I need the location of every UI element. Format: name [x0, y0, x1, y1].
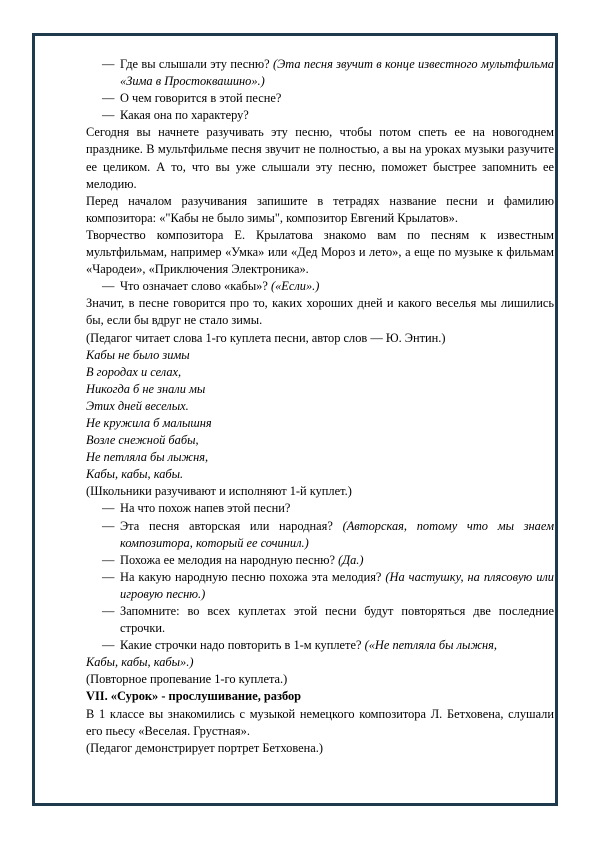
question-item [86, 518, 554, 552]
question-item [86, 90, 554, 107]
verse-line: В городах и селах, [86, 364, 182, 379]
question-item [86, 637, 554, 654]
verse-line: Не кружила б малышня [86, 415, 212, 430]
dash-marker: — [102, 501, 115, 516]
paragraph: (Педагог читает слова 1-го куплета песни, автор слов — Ю. Энтин.) [86, 330, 446, 345]
dash-marker: — [102, 638, 115, 653]
dash-marker: — [102, 518, 115, 533]
question-text: Какая она по характеру? [120, 108, 249, 123]
dash-marker: — [102, 108, 115, 123]
dash-marker: — [102, 91, 115, 106]
question-text: О чем говорится в этой песне? [120, 91, 282, 106]
question-text: Эта песня авторская или народная? [120, 518, 343, 533]
question-item [86, 107, 554, 124]
verse-line: Этих дней веселых. [86, 398, 189, 413]
question-item [86, 569, 554, 603]
verse-line: Возле снежной бабы, [86, 433, 199, 448]
document-body [86, 56, 554, 757]
answer-text: (Да.) [338, 552, 364, 567]
answer-text: (На частушку, на плясовую или игровую песню.) [120, 569, 554, 601]
question-text: Где вы слышали эту песню? [120, 57, 274, 71]
paragraph: (Педагог демонстрирует портрет Бетховена.) [86, 740, 324, 755]
section-heading: VII. «Сурок» - прослушивание, разбор [86, 689, 302, 704]
question-item [86, 278, 554, 295]
question-text: Запомните: во всех куплетах этой песни будут повторяться две последние строчки. [120, 604, 554, 636]
paragraph: В 1 классе вы знакомились с музыкой немецкого композитора Л. Бетховена, слушали его пьесу «Веселая. Грустная». [86, 706, 554, 738]
question-text: Какие строчки надо повторить в 1-м куплете? [120, 638, 365, 653]
question-text: Что означает слово «кабы»? [120, 279, 271, 294]
verse-line: Кабы не было зимы [86, 347, 190, 362]
answer-text: («Если».) [270, 279, 320, 294]
paragraph: Сегодня вы начнете разучивать эту песню, чтобы потом спеть ее на новогоднем празднике. В мультфильме песня звучит не полностью, а вы на уроках музыки разучите ее целиком. А то, что вы уже слышали эту песню, поможет быстрее запомнить ее мелодию. [86, 125, 554, 191]
verse-line: Не петляла бы лыжня, [86, 450, 209, 465]
paragraph: Творчество композитора Е. Крылатова знакомо вам по песням к известным мультфильмам, например «Умка» или «Дед Мороз и лето», а еще по музыке к фильмам «Чародеи», «Приключения Электроника». [86, 227, 554, 277]
question-text: На какую народную песню похожа эта мелодия? [120, 569, 386, 584]
verse-line: Кабы, кабы, кабы».) [86, 655, 194, 670]
dash-marker: — [102, 279, 115, 294]
verse-line: Никогда б не знали мы [86, 381, 206, 396]
question-text: Похожа ее мелодия на народную песню? [120, 552, 339, 567]
dash-marker: — [102, 552, 115, 567]
paragraph: Перед началом разучивания запишите в тетрадях название песни и фамилию композитора: «"Кабы не было зимы", композитор Евгений Крылатов». [86, 193, 554, 225]
question-item [86, 552, 554, 569]
question-item [86, 603, 554, 637]
dash-marker: — [102, 57, 115, 71]
question-item [86, 56, 554, 90]
question-text: На что похож напев этой песни? [120, 501, 291, 516]
paragraph: Значит, в песне говорится про то, каких хороших дней и какого веселья мы лишились бы, если бы вдруг не стало зимы. [86, 296, 554, 328]
question-item [86, 500, 554, 517]
paragraph: (Школьники разучивают и исполняют 1-й куплет.) [86, 484, 352, 499]
dash-marker: — [102, 569, 115, 584]
answer-text: (Эта песня звучит в конце известного мультфильма «Зима в Простоквашино».) [120, 57, 554, 89]
answer-text: (Авторская, потому что мы знаем композитора, который ее сочинил.) [120, 518, 554, 550]
paragraph: (Повторное пропевание 1-го куплета.) [86, 672, 288, 687]
verse-line: Кабы, кабы, кабы. [86, 467, 184, 482]
answer-text: («Не петляла бы лыжня, [364, 638, 497, 653]
dash-marker: — [102, 604, 115, 618]
